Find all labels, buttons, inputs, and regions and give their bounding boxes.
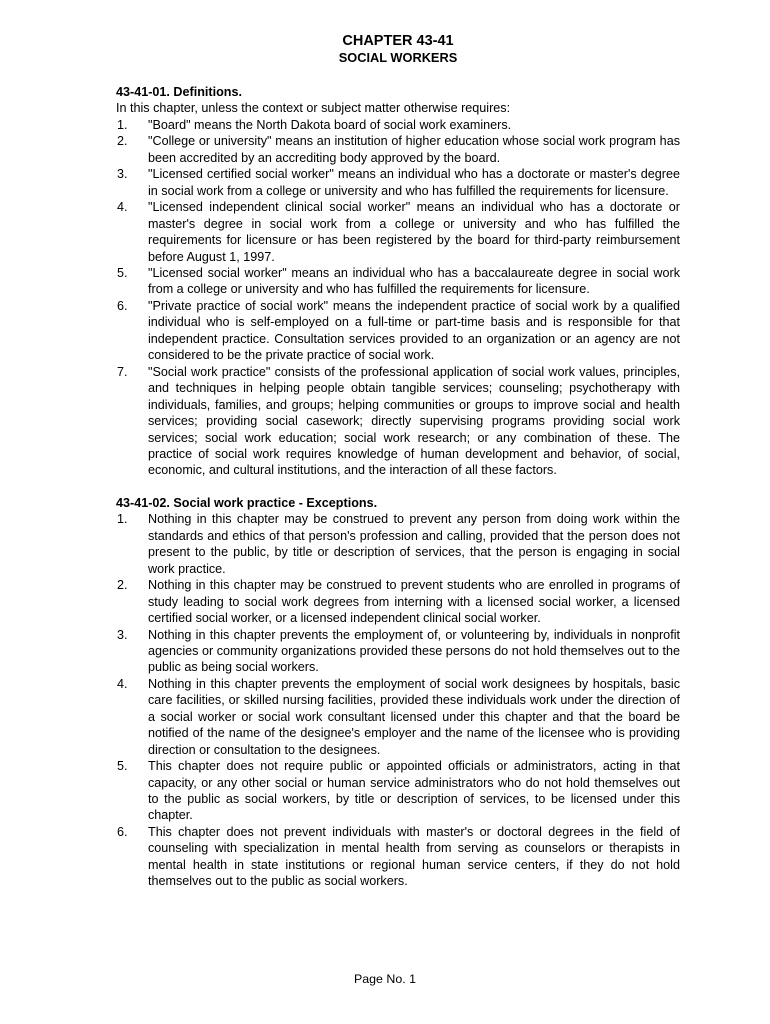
- list-item: [116, 824, 680, 890]
- list-item: [116, 166, 680, 199]
- item-number: 1.: [117, 117, 128, 132]
- chapter-subtitle: SOCIAL WORKERS: [338, 50, 458, 65]
- section-exceptions: [116, 495, 680, 890]
- list-item: [116, 676, 680, 758]
- section-heading: 43-41-02. Social work practice - Exceptions.: [116, 495, 378, 510]
- item-number: 3.: [117, 167, 128, 182]
- item-text: Nothing in this chapter may be construed to prevent students who are enrolled in programs of study leading to social work degrees from interning with a licensed social worker, a licensed certified social worker, or a licensed independent clinical social worker.: [148, 578, 680, 626]
- item-number: 6.: [117, 298, 128, 313]
- item-text: "College or university" means an institution of higher education whose social work program has been accredited by an accrediting body approved by the board.: [148, 134, 680, 165]
- item-text: "Licensed certified social worker" means an individual who has a doctorate or master's degree in social work from a college or university and who has fulfilled the requirements for licensure.: [148, 167, 680, 198]
- item-number: 6.: [117, 824, 128, 839]
- list-item: [116, 758, 680, 824]
- section-heading: 43-41-01. Definitions.: [116, 85, 242, 99]
- section-definitions: [116, 84, 680, 479]
- item-number: 1.: [117, 512, 128, 527]
- item-text: This chapter does not require public or appointed officials or administrators, acting in that capacity, or any other social or human service administrators who do not hold themselves out to the public as social workers, by title or description of services, to be licensed under this chapter.: [148, 759, 680, 823]
- list-item: [116, 117, 680, 133]
- item-number: 2.: [117, 578, 128, 593]
- item-text: This chapter does not prevent individuals with master's or doctoral degrees in the field of counseling with specialization in mental health from serving as counselors or therapists in mental health in state institutions or regional human service centers, if they do not hold themselves out to the public as social workers.: [148, 824, 680, 889]
- page-number: Page No. 1: [354, 972, 416, 986]
- item-text: "Social work practice" consists of the professional application of social work values, principles, and techniques in helping people obtain tangible services; counseling; psychotherapy with individuals, families, and groups; helping communities or groups to improve social and health services; providing social casework; directly supervising programs providing social work services; social work education; social work research; or any combination of these. The practice of social work requires knowledge of human development and behavior, of social, economic, and cultural institutions, and the interaction of all these factors.: [148, 364, 680, 478]
- item-text: "Licensed independent clinical social worker" means an individual who has a doctorate or master's degree in social work from a college or university and who has fulfilled the requirements for licensure or has been registered by the board for third-party reimbursement before August 1, 1997.: [148, 200, 680, 264]
- item-number: 5.: [117, 759, 128, 774]
- list-item: [116, 298, 680, 364]
- list-item: [116, 265, 680, 298]
- item-number: 5.: [117, 265, 128, 280]
- item-text: Nothing in this chapter prevents the employment of social work designees by hospitals, basic care facilities, or skilled nursing facilities, provided these individuals work under the direction of a social worker or social work consultant licensed under this chapter and that the board be notified of the name of the designee's employer and the name of the licensee who is providing direction or consultation to the designees.: [148, 676, 680, 757]
- list-item: [116, 133, 680, 166]
- list-item: [116, 364, 680, 479]
- list-item: [116, 199, 680, 265]
- list-item: [116, 627, 680, 676]
- definitions-list: [116, 117, 680, 479]
- item-text: "Private practice of social work" means the independent practice of social work by a qualified individual who is self-employed on a full-time or part-time basis and is responsible for that independent practice. Consultation services provided to an organization or an agency are not considered to be the private practice of social work.: [148, 298, 680, 363]
- exceptions-list: [116, 511, 680, 889]
- item-number: 4.: [117, 676, 128, 691]
- list-item: [116, 511, 680, 577]
- chapter-title: CHAPTER 43-41: [342, 33, 454, 49]
- section-spacer: [116, 479, 680, 495]
- item-number: 7.: [117, 364, 128, 379]
- item-text: Nothing in this chapter may be construed to prevent any person from doing work within the standards and ethics of that person's profession and calling, provided that the person does not present to the public, by title or description of services, that the person is engaging in social work practice.: [148, 512, 680, 576]
- item-number: 3.: [117, 627, 128, 642]
- item-text: "Board" means the North Dakota board of social work examiners.: [148, 117, 512, 132]
- item-text: Nothing in this chapter prevents the employment of, or volunteering by, individuals in nonprofit agencies or community organizations provided these persons do not hold themselves out to the public as being social workers.: [148, 627, 680, 675]
- item-number: 2.: [117, 134, 128, 149]
- item-number: 4.: [117, 200, 128, 215]
- list-item: [116, 577, 680, 626]
- item-text: "Licensed social worker" means an individual who has a baccalaureate degree in social work from a college or university and who has fulfilled the requirements for licensure.: [148, 265, 680, 297]
- section-intro: In this chapter, unless the context or subject matter otherwise requires:: [116, 101, 511, 116]
